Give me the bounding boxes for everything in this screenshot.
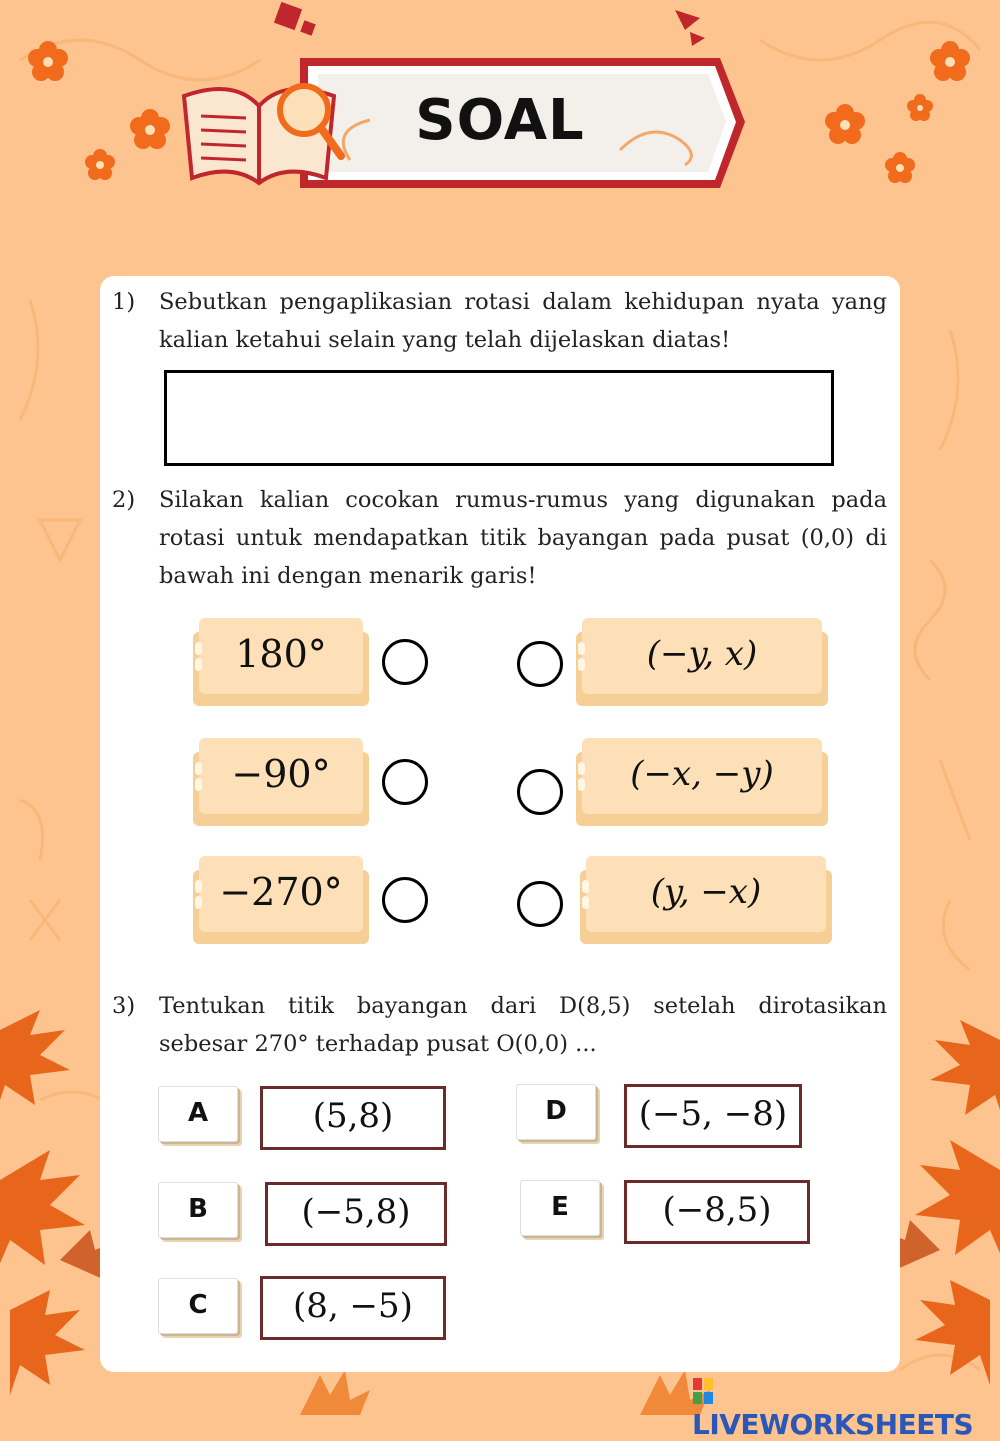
match-left-connector[interactable] [382,639,428,685]
match-right-item [580,856,832,944]
match-left-connector[interactable] [382,759,428,805]
option-b-letter[interactable]: B [158,1182,240,1240]
match-left-label: −90° [231,752,331,796]
option-d-value[interactable]: (−5, −8) [624,1084,802,1148]
liveworksheets-logo-icon [692,1377,714,1405]
option-e-value[interactable]: (−8,5) [624,1180,810,1244]
match-right-connector[interactable] [517,641,563,687]
match-right-connector[interactable] [517,881,563,927]
question-2 [112,481,887,601]
question-3 [112,987,887,1067]
match-left-label: 180° [235,632,327,676]
option-d-letter[interactable]: D [516,1084,598,1142]
question-2-text: Silakan kalian cocokan rumus-rumus yang digunakan pada rotasi untuk mendapatkan titik bayangan pada pusat (0,0) di bawah ini dengan menarik garis! [159,487,887,589]
match-left-item [193,738,369,826]
question-3-number: 3) [112,993,136,1019]
watermark-text: LIVEWORKSHEETS [692,1408,974,1441]
option-c-letter[interactable]: C [158,1278,240,1336]
question-2-number: 2) [112,487,136,513]
match-right-label: (y, −x) [650,872,762,912]
match-left-item [193,618,369,706]
option-a-value[interactable]: (5,8) [260,1086,446,1150]
liveworksheets-watermark [692,1375,992,1441]
question-1-answer-input[interactable] [164,370,834,466]
match-right-label: (−x, −y) [630,754,774,794]
match-left-label: −270° [219,870,343,914]
option-c-value[interactable]: (8, −5) [260,1276,446,1340]
match-right-item [576,738,828,826]
question-1 [112,283,887,363]
match-left-connector[interactable] [382,877,428,923]
question-3-text: Tentukan titik bayangan dari D(8,5) setelah dirotasikan sebesar 270° terhadap pusat O(0,0) ... [159,993,887,1057]
match-right-connector[interactable] [517,769,563,815]
book-magnifier-icon [176,78,346,188]
page-title: SOAL [415,88,585,153]
match-right-item [576,618,828,706]
match-left-item [193,856,369,944]
option-e-letter[interactable]: E [520,1180,602,1238]
question-1-text: Sebutkan pengaplikasian rotasi dalam kehidupan nyata yang kalian ketahui selain yang telah dijelaskan diatas! [159,289,887,353]
option-a-letter[interactable]: A [158,1086,240,1144]
option-b-value[interactable]: (−5,8) [265,1182,447,1246]
question-1-number: 1) [112,289,136,315]
match-right-label: (−y, x) [646,634,758,674]
